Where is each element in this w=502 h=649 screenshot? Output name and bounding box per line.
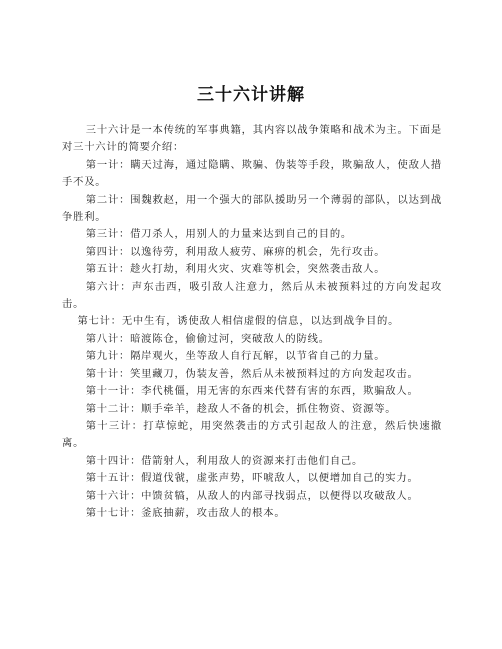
stratagem-paragraph-10: 第十计：笑里藏刀，伪装友善，然后从未被预料过的方向发起攻击。 [85,367,419,380]
stratagem-paragraph-16: 第十六计：中馈贫犒，从敌人的内部寻找弱点，以便得以攻破敌人。 [85,489,419,502]
stratagem-paragraph-17: 第十七计：釜底抽薪，攻击敌人的根本。 [85,506,286,519]
stratagem-paragraph-4: 第四计：以逸待劳，利用敌人疲劳、麻痹的机会，先行攻击。 [85,245,386,258]
intro-paragraph: 三十六计是一本传统的军事典籍，其内容以战争策略和战术为主。下面是对三十六计的简要介绍： [62,124,442,154]
stratagem-paragraph-2: 第二计：围魏救赵，用一个强大的部队援助另一个薄弱的部队，以达到战争胜利。 [62,193,442,224]
stratagem-paragraph-13: 第十三计：打草惊蛇，用突然袭击的方式引起敌人的注意，然后快速撤离。 [62,419,442,450]
stratagem-paragraph-7: 第七计：无中生有，诱使敌人相信虚假的信息，以达到战争目的。 [77,315,400,328]
stratagem-paragraph-11: 第十一计：李代桃僵，用无害的东西来代替有害的东西，欺骗敌人。 [85,385,419,398]
stratagem-paragraph-5: 第五计：趁火打劫，利用火灾、灾难等机会，突然袭击敌人。 [85,263,386,276]
stratagem-paragraph-8: 第八计：暗渡陈仓，偷偷过河，突破敌人的防线。 [85,332,330,345]
stratagem-paragraph-6: 第六计：声东击西，吸引敌人注意力，然后从未被预料过的方向发起攻击。 [62,280,442,311]
stratagem-paragraph-12: 第十二计：顺手牵羊，趁敌人不备的机会，抓住物资、资源等。 [85,402,397,415]
document-title: 三十六计讲解 [197,85,305,105]
stratagem-paragraph-15: 第十五计：假道伐虢，虚张声势，吓唬敌人，以便增加自己的实力。 [85,472,419,485]
stratagem-paragraph-3: 第三计：借刀杀人，用别人的力量来达到自己的目的。 [85,228,353,241]
stratagem-paragraph-9: 第九计：隔岸观火，坐等敌人自行瓦解，以节省自己的力量。 [85,350,386,363]
document-body [62,122,442,522]
stratagem-paragraph-14: 第十四计：借箭射人，利用敌人的资源来打击他们自己。 [85,454,364,467]
stratagem-paragraph-1: 第一计：瞒天过海，通过隐瞒、欺骗、伪装等手段，欺骗敌人，使敌人措手不及。 [62,158,442,189]
